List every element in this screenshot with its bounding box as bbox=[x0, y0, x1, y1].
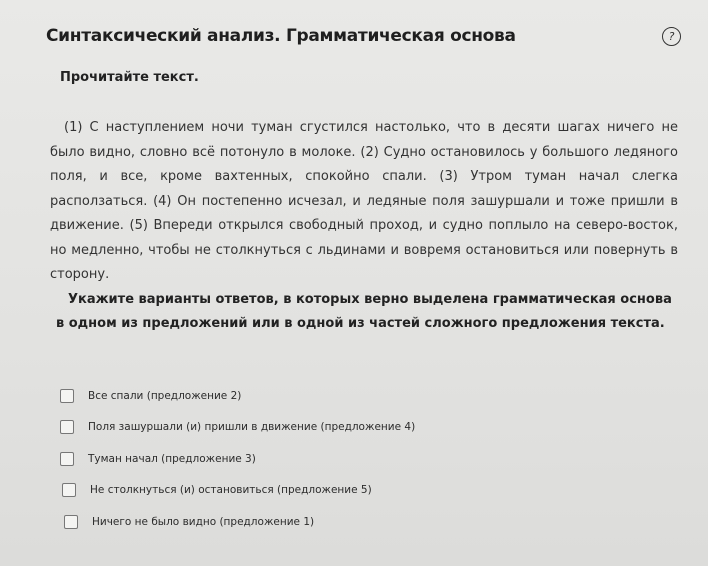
option-1[interactable] bbox=[60, 380, 415, 412]
checkbox[interactable] bbox=[64, 515, 78, 529]
checkbox[interactable] bbox=[62, 483, 76, 497]
instruction: Прочитайте текст. bbox=[60, 70, 199, 85]
option-label: Туман начал (предложение 3) bbox=[88, 452, 256, 465]
question-text: Укажите варианты ответов, в которых верно выделена грамматическая основа в одном из предложений или в одной из частей сложного предложения текста. bbox=[56, 292, 672, 331]
option-2[interactable] bbox=[60, 412, 415, 444]
option-label: Поля зашуршали (и) пришли в движение (предложение 4) bbox=[88, 421, 416, 434]
page-title: Синтаксический анализ. Грамматическая основа bbox=[46, 26, 516, 46]
passage-text: (1) С наступлением ночи туман сгустился настолько, что в десяти шагах ничего не было видно, словно всё потонуло в молоке. (2) Судно остановилось у большого ледяного поля, и все, кроме вахтенных, спокойно спали. (3) Утром туман начал слегка расползаться. (4) Он постепенно исчезал, и ледяные поля зашуршали и тоже пришли в движение. (5) Впереди открылся свободный проход, и судно поплыло на северо-восток, но медленно, чтобы не столкнуться с льдинами и вовремя остановиться или повернуть в сторону. bbox=[50, 120, 678, 282]
option-4[interactable] bbox=[62, 475, 415, 507]
option-5[interactable] bbox=[64, 506, 415, 538]
checkbox[interactable] bbox=[60, 420, 74, 434]
option-label: Ничего не было видно (предложение 1) bbox=[92, 515, 315, 528]
option-label: Не столкнуться (и) остановиться (предложение 5) bbox=[90, 484, 372, 497]
checkbox[interactable] bbox=[60, 452, 74, 466]
checkbox[interactable] bbox=[60, 389, 74, 403]
answer-options bbox=[60, 380, 415, 538]
option-label: Все спали (предложение 2) bbox=[88, 389, 242, 402]
help-icon[interactable]: ? bbox=[662, 27, 681, 46]
option-3[interactable] bbox=[60, 443, 415, 475]
